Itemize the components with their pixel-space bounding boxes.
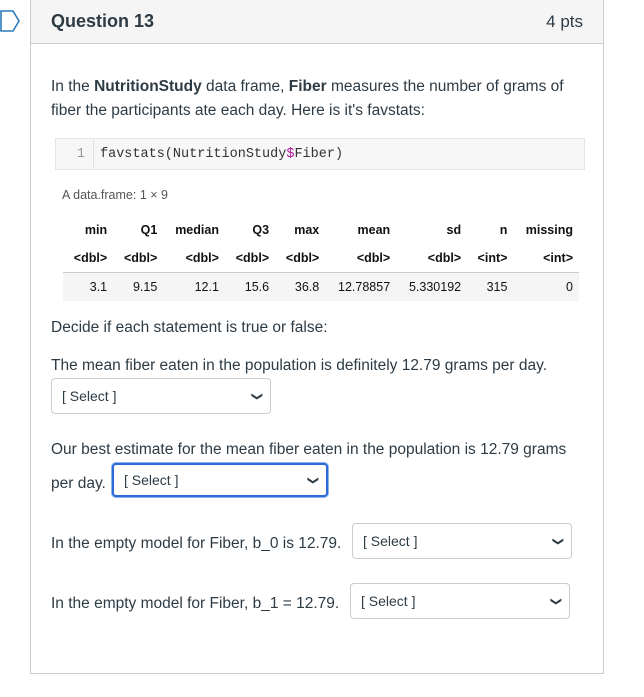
question-intro	[51, 75, 571, 123]
column-type: <dbl>	[275, 244, 325, 273]
column-header: Q1	[140, 223, 158, 237]
column-header-row	[63, 216, 579, 244]
table-cell: 315	[467, 273, 513, 302]
intro-text: data frame,	[201, 78, 289, 95]
table-cell: 36.8	[275, 273, 325, 302]
intro-text: In the	[51, 78, 95, 95]
code-arg: Fiber)	[294, 146, 344, 162]
table-cell: 5.330192	[396, 273, 467, 302]
table-cell: 3.1	[63, 273, 113, 302]
column-header: median	[175, 223, 219, 237]
column-header: sd	[446, 223, 462, 237]
chevron-down-icon: ❯	[549, 596, 562, 606]
question-points: 4 pts	[546, 11, 583, 31]
table-cell: 15.6	[225, 273, 275, 302]
column-header: missing	[525, 223, 573, 237]
chevron-down-icon: ❯	[551, 536, 564, 546]
column-header: max	[294, 223, 320, 237]
dataframe-name: NutritionStudy	[94, 78, 202, 95]
column-type: <dbl>	[113, 244, 163, 273]
dataframe-caption: A data.frame: 1 × 9	[62, 188, 168, 202]
question-card	[30, 0, 604, 674]
table-row	[63, 273, 579, 302]
column-header: min	[84, 223, 108, 237]
column-type: <dbl>	[396, 244, 467, 273]
chevron-down-icon: ❯	[306, 475, 319, 485]
statement-1-text: The mean fiber eaten in the population is definitely 12.79 grams per day.	[51, 357, 548, 374]
column-header: Q3	[252, 223, 270, 237]
column-header: n	[499, 223, 508, 237]
code-line	[94, 147, 343, 162]
select-value: [ Select ]	[124, 472, 179, 488]
column-type: <dbl>	[163, 244, 225, 273]
table-cell: 12.1	[163, 273, 225, 302]
favstats-table	[63, 216, 579, 301]
intro-text: measures the number of grams of fiber the participants ate each day. Here is it's favstats:	[51, 78, 564, 119]
statement-3-select[interactable]	[352, 523, 572, 559]
select-value: [ Select ]	[363, 533, 418, 549]
statement-2-select[interactable]	[112, 463, 328, 497]
chevron-down-icon: ❯	[250, 391, 263, 401]
column-type: <dbl>	[225, 244, 275, 273]
bookmark-flag-icon[interactable]	[0, 10, 20, 32]
question-title: Question 13	[51, 11, 155, 31]
column-type: <int>	[513, 244, 579, 273]
code-block	[55, 138, 585, 170]
select-value: [ Select ]	[361, 593, 416, 609]
statement-4-select[interactable]	[350, 583, 570, 619]
question-header	[31, 0, 603, 44]
column-type: <int>	[467, 244, 513, 273]
statement-4-text: In the empty model for Fiber, b_1 = 12.79.	[51, 595, 340, 612]
code-operator: $	[286, 146, 295, 162]
instructions-text: Decide if each statement is true or false:	[51, 319, 328, 336]
select-value: [ Select ]	[62, 388, 117, 404]
column-type: <dbl>	[325, 244, 396, 273]
column-type: <dbl>	[63, 244, 113, 273]
statement-3-text: In the empty model for Fiber, b_0 is 12.79.	[51, 535, 342, 552]
statement-1-select[interactable]	[51, 378, 271, 414]
table-cell: 9.15	[113, 273, 163, 302]
code-call: favstats(NutritionStudy	[100, 146, 287, 162]
column-type-row	[63, 244, 579, 273]
column-header: mean	[357, 223, 391, 237]
line-number: 1	[56, 139, 94, 169]
statement-2-text: Our best estimate for the mean fiber eaten in the population is 12.79 grams per day.	[51, 441, 567, 492]
variable-name: Fiber	[288, 78, 327, 95]
table-cell: 12.78857	[325, 273, 396, 302]
table-cell: 0	[513, 273, 579, 302]
